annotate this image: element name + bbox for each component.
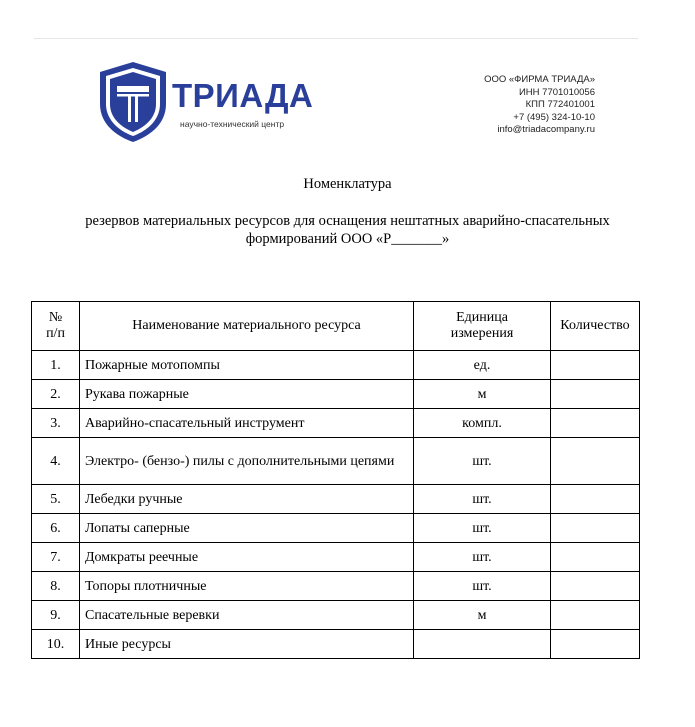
row-unit: м (414, 601, 551, 630)
row-name: Лопаты саперные (80, 514, 414, 543)
company-name: ООО «ФИРМА ТРИАДА» (484, 74, 595, 85)
row-num: 5. (32, 485, 80, 514)
company-logo (98, 60, 328, 146)
company-kpp: КПП 772401001 (525, 99, 595, 110)
row-num: 9. (32, 601, 80, 630)
header-name: Наименование материального ресурса (80, 302, 414, 351)
table-row (32, 514, 640, 543)
document-title: Номенклатура (303, 176, 392, 192)
row-qty (551, 543, 640, 572)
subtitle-line-1: резервов материальных ресурсов для оснащения нештатных аварийно-спасательных (85, 213, 610, 229)
table-row (32, 351, 640, 380)
table-row (32, 572, 640, 601)
row-unit: шт. (414, 485, 551, 514)
table-row (32, 601, 640, 630)
row-qty (551, 409, 640, 438)
header-unit-line-1: Единица (456, 310, 508, 325)
row-qty (551, 485, 640, 514)
table-row (32, 630, 640, 659)
header-num-line-1: № (48, 310, 63, 325)
shield-t-logo-icon (98, 60, 168, 144)
company-phone: +7 (495) 324-10-10 (513, 111, 595, 123)
row-name: Иные ресурсы (80, 630, 414, 659)
document-subtitle (40, 212, 655, 248)
company-email: info@triadacompany.ru (497, 124, 595, 135)
header-unit-line-2: измерения (450, 326, 514, 341)
row-num: 1. (32, 351, 80, 380)
row-qty (551, 514, 640, 543)
row-qty (551, 351, 640, 380)
row-name: Электро- (бензо-) пилы с дополнительными цепями (80, 438, 414, 485)
row-unit: шт. (414, 438, 551, 485)
table-row (32, 543, 640, 572)
row-name: Домкраты реечные (80, 543, 414, 572)
table-row (32, 409, 640, 438)
row-name: Аварийно-спасательный инструмент (80, 409, 414, 438)
row-num: 3. (32, 409, 80, 438)
row-num: 7. (32, 543, 80, 572)
header-unit (414, 302, 551, 351)
row-unit (414, 630, 551, 659)
row-qty (551, 438, 640, 485)
row-name: Рукава пожарные (80, 380, 414, 409)
row-num: 4. (32, 438, 80, 485)
row-qty (551, 380, 640, 409)
row-num: 2. (32, 380, 80, 409)
company-requisites (484, 74, 595, 137)
row-name: Топоры плотничные (80, 572, 414, 601)
row-qty (551, 572, 640, 601)
nomenclature-table (31, 301, 640, 659)
row-num: 8. (32, 572, 80, 601)
subtitle-line-2: формирований ООО «Р_______» (245, 231, 450, 247)
row-name: Пожарные мотопомпы (80, 351, 414, 380)
table-row (32, 380, 640, 409)
header-num (32, 302, 80, 351)
brand-name: ТРИАДА (172, 77, 314, 114)
row-name: Лебедки ручные (80, 485, 414, 514)
top-divider (34, 38, 638, 39)
row-qty (551, 601, 640, 630)
header-qty: Количество (551, 302, 640, 351)
company-inn: ИНН 7701010056 (518, 86, 595, 98)
row-qty (551, 630, 640, 659)
brand-tagline: научно-технический центр (180, 119, 285, 129)
row-num: 10. (32, 630, 80, 659)
row-name: Спасательные веревки (80, 601, 414, 630)
row-unit: шт. (414, 514, 551, 543)
row-unit: ед. (414, 351, 551, 380)
row-unit: м (414, 380, 551, 409)
table-header-row (32, 302, 640, 351)
table-row (32, 438, 640, 485)
row-num: 6. (32, 514, 80, 543)
table-row (32, 485, 640, 514)
row-unit: компл. (414, 409, 551, 438)
row-unit: шт. (414, 543, 551, 572)
row-unit: шт. (414, 572, 551, 601)
header-num-line-2: п/п (46, 326, 65, 341)
